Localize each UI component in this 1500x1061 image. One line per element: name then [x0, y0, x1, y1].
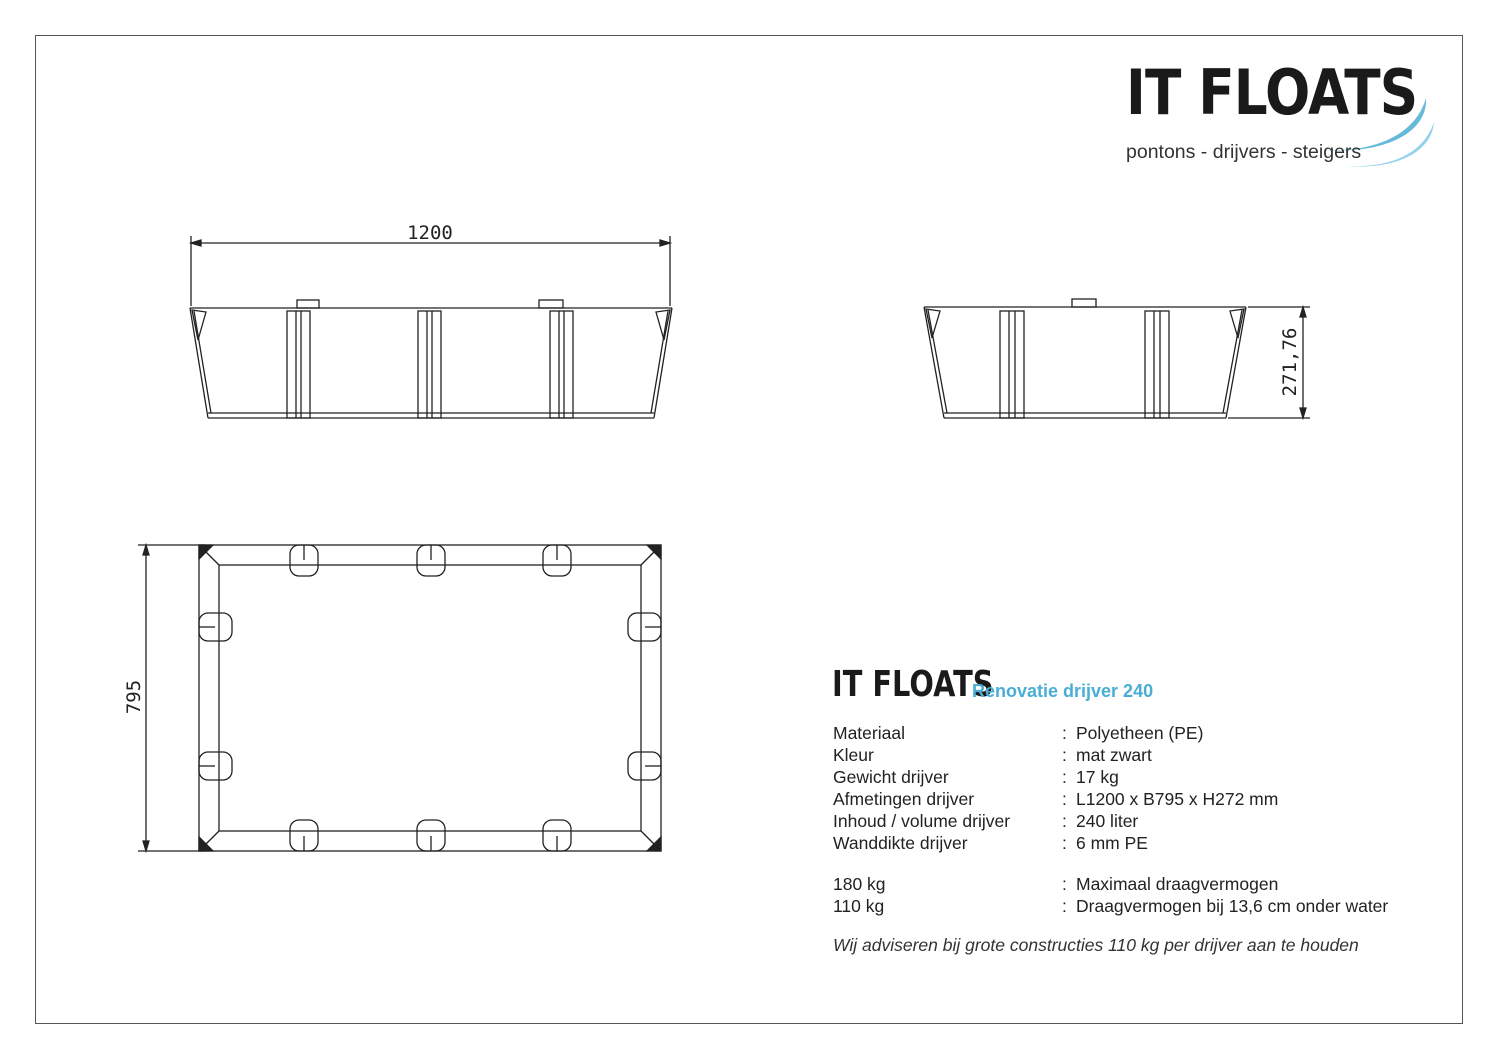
- height-dimension-label: 271,76: [1279, 327, 1301, 397]
- spec-separator: :: [1062, 723, 1067, 743]
- capacity-value: Maximaal draagvermogen: [1076, 874, 1279, 894]
- length-dimension-label: 1200: [407, 222, 453, 244]
- spec-heading: [832, 664, 1154, 705]
- spec-separator: :: [1062, 789, 1067, 809]
- spec-value: L1200 x B795 x H272 mm: [1076, 789, 1279, 809]
- spec-separator: :: [1062, 896, 1067, 916]
- top-view: [138, 545, 661, 851]
- spec-value: 6 mm PE: [1076, 833, 1148, 853]
- spec-label: Inhoud / volume drijver: [833, 811, 1011, 831]
- spec-separator: :: [1062, 745, 1067, 765]
- capacity-label: 180 kg: [833, 874, 886, 894]
- side-view: [924, 299, 1310, 418]
- capacity-value: Draagvermogen bij 13,6 cm onder water: [1076, 896, 1389, 916]
- advice-note: Wij adviseren bij grote constructies 110 kg per drijver aan te houden: [833, 935, 1359, 955]
- spec-separator: :: [1062, 833, 1067, 853]
- spec-label: Afmetingen drijver: [833, 789, 975, 809]
- spec-brand: IT FLOATS: [832, 664, 994, 705]
- spec-label: Kleur: [833, 745, 874, 765]
- spec-label: Wanddikte drijver: [833, 833, 968, 853]
- spec-value: 240 liter: [1076, 811, 1139, 831]
- spec-separator: :: [1062, 874, 1067, 894]
- front-view: [190, 236, 672, 418]
- width-dimension-label: 795: [123, 679, 145, 715]
- spec-label: Materiaal: [833, 723, 905, 743]
- capacity-label: 110 kg: [833, 896, 885, 916]
- spec-separator: :: [1062, 767, 1067, 787]
- spec-value: 17 kg: [1076, 767, 1119, 787]
- spec-value: Polyetheen (PE): [1076, 723, 1204, 743]
- logo-subtitle: pontons - drijvers - steigers: [1126, 141, 1362, 163]
- spec-label: Gewicht drijver: [833, 767, 949, 787]
- spec-value: mat zwart: [1076, 745, 1152, 765]
- spec-separator: :: [1062, 811, 1067, 831]
- spec-product-name: Renovatie drijver 240: [972, 681, 1154, 701]
- logo-title: IT FLOATS: [1126, 56, 1418, 129]
